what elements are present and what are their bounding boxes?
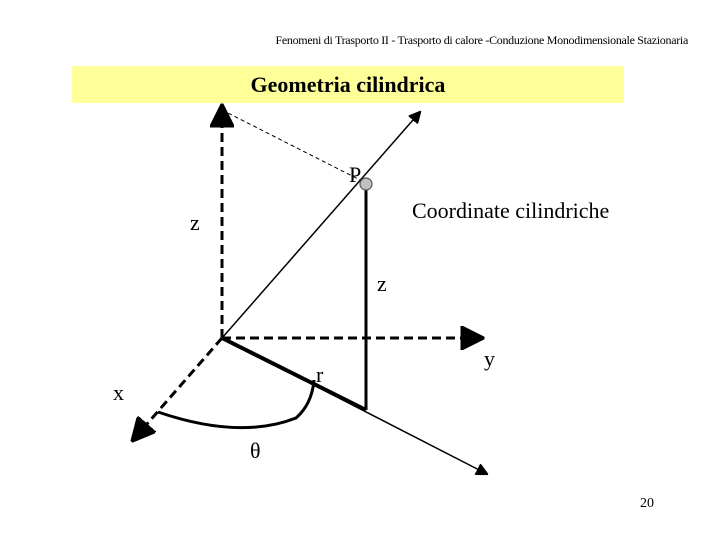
theta-arc <box>158 380 314 428</box>
z-height-label: z <box>377 271 387 296</box>
point-p-marker <box>360 178 372 190</box>
page-number: 20 <box>640 496 654 511</box>
slide-title: Geometria cilindrica <box>250 72 446 97</box>
diagonal-line-upper <box>222 112 420 338</box>
running-header: Fenomeni di Trasporto II - Trasporto di calore -Conduzione Monodimensionale Stazionaria <box>275 33 688 47</box>
projection-line <box>222 110 366 183</box>
diagram-caption: Coordinate cilindriche <box>412 198 610 223</box>
x-axis-label: x <box>113 380 124 405</box>
radius-line <box>222 338 366 410</box>
theta-label: θ <box>250 438 261 463</box>
y-axis-label: y <box>484 346 495 371</box>
z-axis-label: z <box>190 210 200 235</box>
radius-label: r <box>316 362 324 387</box>
point-p-label: P <box>349 162 362 187</box>
